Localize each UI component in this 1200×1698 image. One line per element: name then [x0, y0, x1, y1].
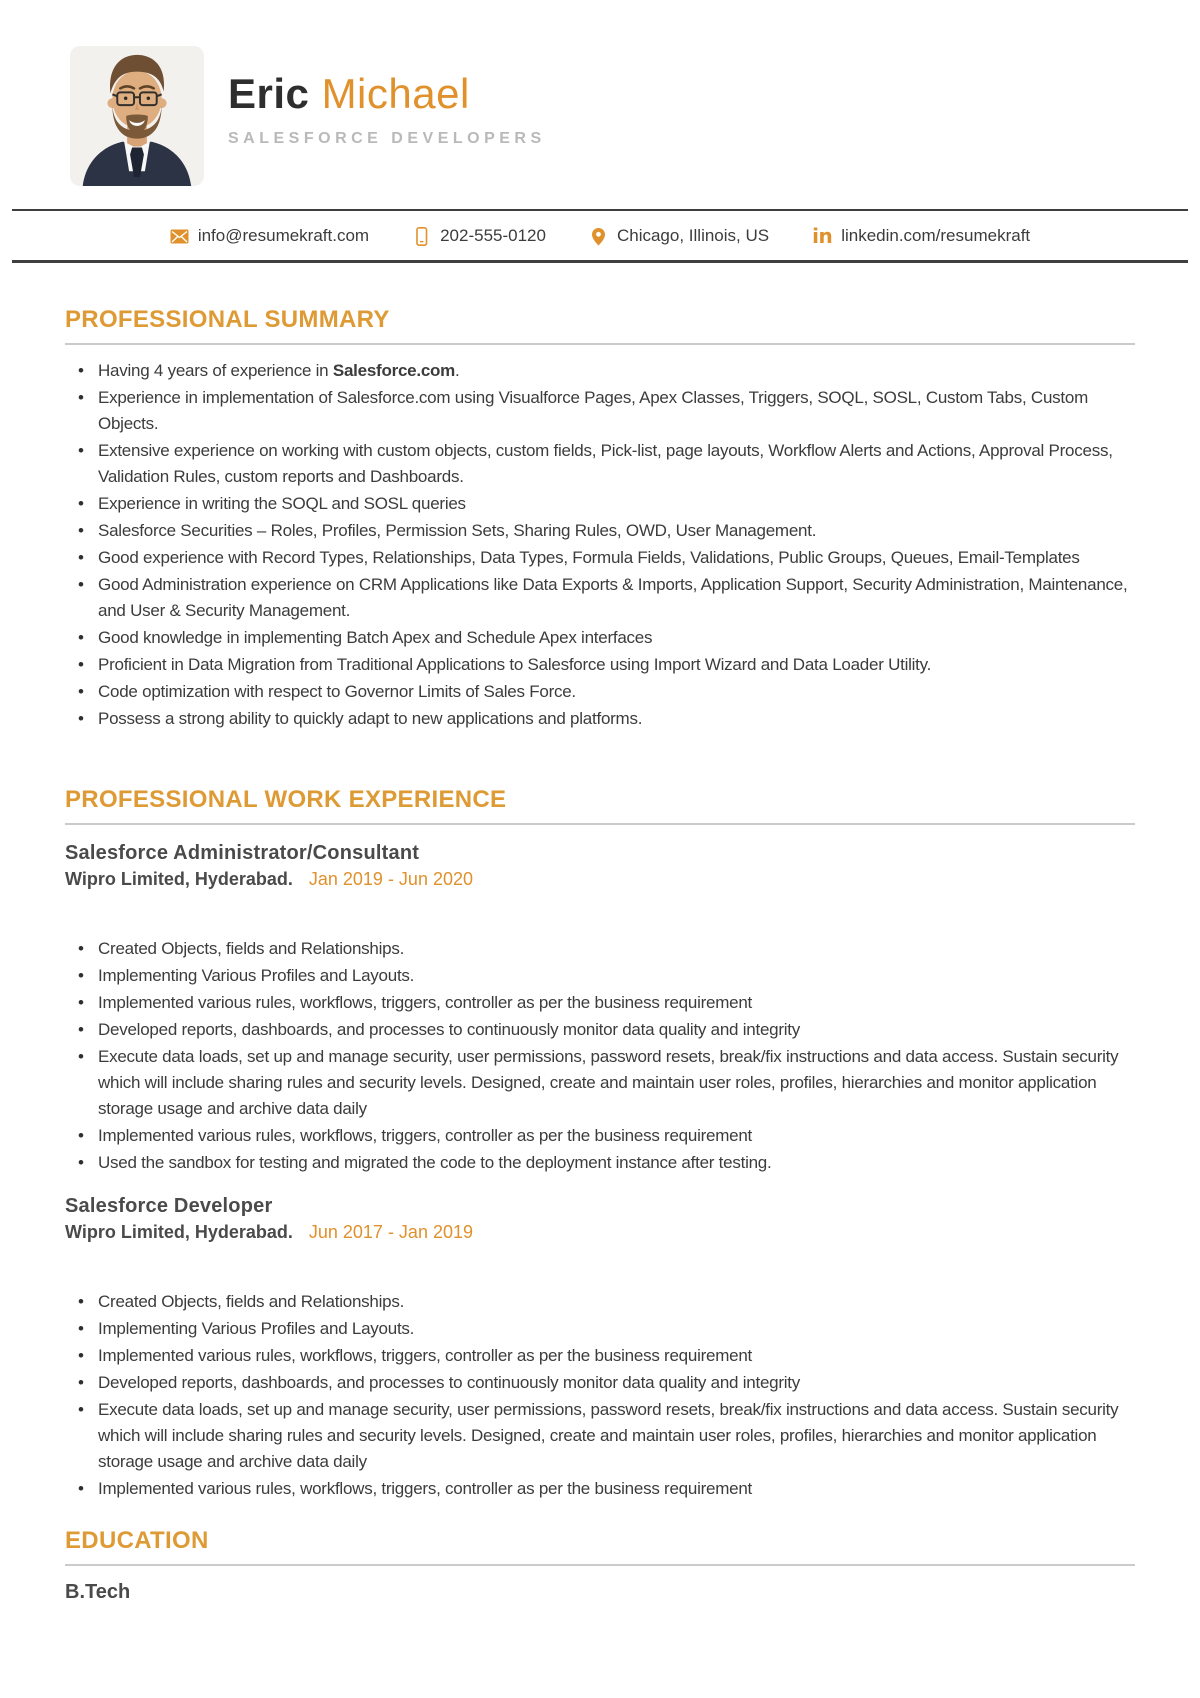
job-dates: Jun 2017 - Jan 2019	[308, 1222, 474, 1242]
job-list	[65, 840, 1135, 1502]
header-divider-bottom	[12, 260, 1188, 263]
summary-bullet	[98, 385, 1135, 437]
summary-bullet	[98, 679, 1135, 705]
job-bullet: • Execute data loads, set up and manage security, user permissions, password resets, break/fix instructions and data access. Sustain security which will include sharing rules and security levels. Designed, create and maintain user roles, profiles, hierarchies and monitor application storage usage and archive data daily	[98, 1397, 1135, 1475]
bullet-text-post: .	[455, 361, 460, 380]
job-subtitle	[65, 1220, 1135, 1244]
summary-bullet	[98, 572, 1135, 624]
job-bullet: • Developed reports, dashboards, and processes to continuously monitor data quality and integrity	[98, 1370, 1135, 1396]
location-pin-icon	[589, 227, 608, 246]
section-professional-summary	[65, 307, 1135, 732]
contact-linkedin-text: linkedin.com/resumekraft	[841, 226, 1031, 245]
bullet-text: Experience in writing the SOQL and SOSL queries	[98, 494, 466, 513]
bullet-text-bold: Salesforce.com	[332, 361, 456, 380]
contact-email	[170, 226, 369, 246]
job-bullet: • Developed reports, dashboards, and processes to continuously monitor data quality and integrity	[98, 1017, 1135, 1043]
job-bullet-list	[65, 1289, 1135, 1502]
job-subtitle	[65, 867, 1135, 891]
summary-bullet	[98, 358, 1135, 384]
bullet-text: Possess a strong ability to quickly adapt to new applications and platforms.	[98, 709, 643, 728]
job-dates: Jan 2019 - Jun 2020	[308, 869, 474, 889]
job-bullet: • Implemented various rules, workflows, triggers, controller as per the business requirement	[98, 990, 1135, 1016]
job-bullet: • Created Objects, fields and Relationships.	[98, 936, 1135, 962]
bullet-text: Experience in implementation of Salesforce.com using Visualforce Pages, Apex Classes, Triggers, SOQL, SOSL, Custom Tabs, Custom Objects.	[98, 388, 1088, 433]
summary-bullet	[98, 545, 1135, 571]
job-bullet: • Implementing Various Profiles and Layouts.	[98, 1316, 1135, 1342]
section-title-experience: PROFESSIONAL WORK EXPERIENCE	[65, 787, 1135, 825]
section-title-education: EDUCATION	[65, 1528, 1135, 1566]
bullet-text: Good Administration experience on CRM Applications like Data Exports & Imports, Application Support, Security Administration, Maintenance, and User & Security Management.	[98, 575, 1128, 620]
resume-header	[0, 0, 1200, 209]
email-icon	[170, 227, 189, 246]
contact-linkedin	[812, 223, 1031, 248]
summary-bullet	[98, 518, 1135, 544]
profile-photo-illustration	[70, 46, 204, 186]
job-bullet: • Implementing Various Profiles and Layouts.	[98, 963, 1135, 989]
summary-bullet	[98, 438, 1135, 490]
linkedin-icon: in	[812, 223, 833, 248]
summary-bullet	[98, 491, 1135, 517]
summary-bullet-list	[65, 358, 1135, 732]
job-bullet: • Implemented various rules, workflows, triggers, controller as per the business requirement	[98, 1343, 1135, 1369]
bullet-text: Having 4 years of experience in	[98, 361, 333, 380]
profile-photo	[70, 46, 204, 186]
bullet-text: Good knowledge in implementing Batch Apex and Schedule Apex interfaces	[98, 628, 653, 647]
bullet-text: Code optimization with respect to Governor Limits of Sales Force.	[98, 682, 576, 701]
phone-icon	[412, 227, 431, 246]
job-bullet: • Created Objects, fields and Relationships.	[98, 1289, 1135, 1315]
bullet-text: Proficient in Data Migration from Traditional Applications to Salesforce using Import Wizard and Data Loader Utility.	[98, 655, 932, 674]
section-title-summary: PROFESSIONAL SUMMARY	[65, 307, 1135, 345]
resume-body	[0, 307, 1200, 1605]
job-bullet: • Used the sandbox for testing and migrated the code to the deployment instance after testing.	[98, 1150, 1135, 1176]
summary-bullet	[98, 625, 1135, 651]
contact-phone	[412, 226, 546, 246]
job-company: Wipro Limited, Hyderabad.	[65, 1222, 293, 1242]
name-block	[228, 70, 546, 148]
bullet-text: Salesforce Securities – Roles, Profiles, Permission Sets, Sharing Rules, OWD, User Management.	[98, 521, 817, 540]
job-bullet: • Implemented various rules, workflows, triggers, controller as per the business requirement	[98, 1476, 1135, 1502]
job-title: Salesforce Administrator/Consultant	[65, 842, 420, 864]
section-work-experience	[65, 787, 1135, 1502]
job-title: Salesforce Developer	[65, 1195, 273, 1217]
job-bullet: • Implemented various rules, workflows, triggers, controller as per the business requirement	[98, 1123, 1135, 1149]
job-entry	[65, 1193, 1135, 1502]
contact-bar	[0, 211, 1200, 260]
contact-phone-text: 202-555-0120	[440, 226, 546, 245]
bullet-text: Good experience with Record Types, Relationships, Data Types, Formula Fields, Validations, Public Groups, Queues, Email-Templates	[98, 548, 1080, 567]
page-title	[228, 70, 546, 118]
education-degree: B.Tech	[65, 1581, 131, 1603]
job-entry	[65, 840, 1135, 1176]
summary-bullet	[98, 652, 1135, 678]
section-education	[65, 1528, 1135, 1605]
first-name: Eric	[228, 70, 310, 117]
profession-subtitle: SALESFORCE DEVELOPERS	[228, 130, 546, 147]
job-bullet: • Execute data loads, set up and manage security, user permissions, password resets, break/fix instructions and data access. Sustain security which will include sharing rules and security levels. Designed, create and maintain user roles, profiles, hierarchies and monitor application storage usage and archive data daily	[98, 1044, 1135, 1122]
summary-bullet	[98, 706, 1135, 732]
job-company: Wipro Limited, Hyderabad.	[65, 869, 293, 889]
contact-location-text: Chicago, Illinois, US	[616, 226, 770, 245]
bullet-text: Extensive experience on working with custom objects, custom fields, Pick-list, page layouts, Workflow Alerts and Actions, Approval Process, Validation Rules, custom reports and Dashboards.	[98, 441, 1113, 486]
contact-location	[589, 226, 769, 246]
job-bullet-list	[65, 936, 1135, 1176]
last-name: Michael	[321, 70, 470, 117]
contact-email-text: info@resumekraft.com	[197, 226, 370, 245]
